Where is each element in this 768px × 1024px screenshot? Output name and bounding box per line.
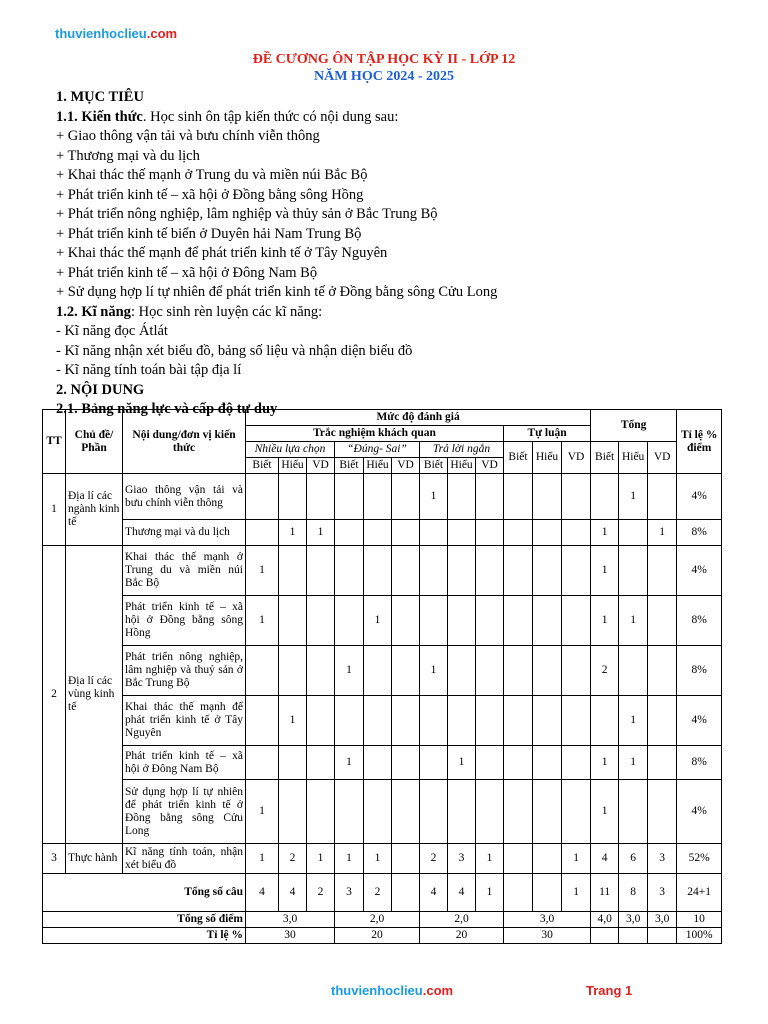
row-value — [504, 474, 533, 520]
header-level-sub: VD — [476, 458, 504, 474]
row-value — [246, 474, 279, 520]
row-ratio: 4% — [677, 696, 722, 746]
total-questions-ratio: 24+1 — [677, 874, 722, 912]
row-value — [476, 746, 504, 780]
row-value: 1 — [619, 696, 648, 746]
ratio-row-value: 20 — [420, 928, 504, 944]
row-value — [619, 780, 648, 844]
row-value — [476, 646, 504, 696]
row-value: 2 — [591, 646, 619, 696]
total-questions-value: 4 — [420, 874, 448, 912]
row-value — [562, 646, 591, 696]
row-value — [420, 780, 448, 844]
row-value — [619, 546, 648, 596]
row-ratio: 8% — [677, 646, 722, 696]
skill-item: - Kĩ năng tính toán bài tập địa lí — [56, 362, 242, 378]
row-value — [476, 696, 504, 746]
row-topic: Địa lí các vùng kinh tế — [66, 546, 123, 844]
row-value — [533, 596, 562, 646]
header-level: Mức độ đánh giá — [246, 410, 591, 426]
row-tt: 3 — [43, 844, 66, 874]
row-value: 4 — [591, 844, 619, 874]
table-row — [43, 696, 722, 746]
skill-item: - Kĩ năng nhận xét biểu đồ, bảng số liệu và nhận diện biểu đồ — [56, 342, 413, 359]
total-questions-row — [43, 874, 722, 912]
knowledge-item: + Giao thông vận tải và bưu chính viễn thông — [56, 128, 320, 144]
row-ratio: 8% — [677, 746, 722, 780]
row-value — [476, 546, 504, 596]
row-value — [279, 546, 307, 596]
header-level-sub: Hiểu — [533, 442, 562, 474]
row-value — [392, 474, 420, 520]
row-value: 1 — [307, 520, 335, 546]
footer-site-tld: .com — [422, 983, 454, 998]
row-value — [562, 746, 591, 780]
row-value: 1 — [476, 844, 504, 874]
knowledge-item: + Khai thác thế mạnh ở Trung du và miền núi Bắc Bộ — [56, 167, 368, 183]
row-value — [392, 746, 420, 780]
row-value: 1 — [246, 596, 279, 646]
row-value: 6 — [619, 844, 648, 874]
total-points-value: 3,0 — [246, 912, 335, 928]
row-value — [591, 696, 619, 746]
row-value — [448, 646, 476, 696]
row-value: 1 — [562, 844, 591, 874]
row-value — [364, 520, 392, 546]
row-value — [648, 546, 677, 596]
header-level-sub: Biết — [591, 442, 619, 474]
table-row — [43, 844, 722, 874]
row-value — [619, 646, 648, 696]
row-value — [364, 474, 392, 520]
total-points-value: 2,0 — [420, 912, 504, 928]
row-value — [279, 780, 307, 844]
header-row — [43, 410, 722, 426]
total-questions-value: 4 — [279, 874, 307, 912]
site-logo-top[interactable] — [55, 26, 177, 41]
row-value — [448, 546, 476, 596]
row-value — [476, 596, 504, 646]
row-content: Khai thác thế mạnh để phát triển kinh tế ở Tây Nguyên — [123, 696, 246, 746]
table-row — [43, 520, 722, 546]
total-points-value: 2,0 — [335, 912, 420, 928]
row-value: 1 — [591, 520, 619, 546]
row-value — [448, 780, 476, 844]
section-21-heading: 2.1. Bảng năng lực và cấp độ tư duy — [56, 401, 278, 417]
ratio-row-value: 20 — [335, 928, 420, 944]
row-value — [533, 546, 562, 596]
knowledge-line — [56, 108, 736, 128]
table-row — [43, 646, 722, 696]
row-value — [562, 696, 591, 746]
total-questions-value — [533, 874, 562, 912]
row-value — [246, 746, 279, 780]
row-value — [420, 696, 448, 746]
row-value — [504, 746, 533, 780]
row-content: Giao thông vận tải và bưu chính viễn thông — [123, 474, 246, 520]
header-total: Tổng — [591, 410, 677, 442]
row-value: 3 — [648, 844, 677, 874]
row-value — [279, 474, 307, 520]
row-ratio: 8% — [677, 596, 722, 646]
row-ratio: 4% — [677, 780, 722, 844]
doc-body — [56, 88, 736, 420]
footer-site-name: thuvienhoclieu — [331, 983, 423, 998]
row-value: 1 — [420, 474, 448, 520]
row-value — [448, 520, 476, 546]
row-value: 1 — [246, 546, 279, 596]
row-value — [279, 746, 307, 780]
row-value — [448, 474, 476, 520]
row-content: Thương mại và du lịch — [123, 520, 246, 546]
header-level-sub: Biết — [335, 458, 364, 474]
row-value — [648, 746, 677, 780]
total-questions-value: 11 — [591, 874, 619, 912]
header-level-sub: VD — [648, 442, 677, 474]
header-topic: Chủ đề/ Phần — [66, 410, 123, 474]
row-value — [420, 546, 448, 596]
row-value — [420, 520, 448, 546]
row-value — [648, 780, 677, 844]
row-content: Kĩ năng tính toán, nhận xét biểu đồ — [123, 844, 246, 874]
assessment-matrix-table — [42, 409, 722, 944]
row-value — [364, 646, 392, 696]
ratio-row-value: 30 — [246, 928, 335, 944]
knowledge-intro: . Học sinh ôn tập kiến thức có nội dung sau: — [142, 108, 399, 125]
total-points-value: 3,0 — [648, 912, 677, 928]
row-value — [364, 546, 392, 596]
header-level-sub: Hiểu — [279, 458, 307, 474]
row-value — [335, 474, 364, 520]
row-content: Khai thác thế mạnh ở Trung du và miền núi Bắc Bộ — [123, 546, 246, 596]
total-questions-value: 4 — [448, 874, 476, 912]
header-level-sub: Hiểu — [619, 442, 648, 474]
table-row — [43, 746, 722, 780]
knowledge-item: + Phát triển kinh tế – xã hội ở Đồng bằng sông Hồng — [56, 186, 364, 203]
row-value — [420, 746, 448, 780]
row-value — [504, 520, 533, 546]
row-value — [279, 596, 307, 646]
total-points-value: 4,0 — [591, 912, 619, 928]
knowledge-item: + Phát triển kinh tế – xã hội ở Đông Nam Bộ — [56, 264, 318, 281]
row-value: 1 — [619, 746, 648, 780]
row-value: 1 — [420, 646, 448, 696]
total-questions-value: 2 — [307, 874, 335, 912]
row-value — [476, 520, 504, 546]
section-2-heading: 2. NỘI DUNG — [56, 381, 145, 398]
total-points-value: 3,0 — [619, 912, 648, 928]
knowledge-item: + Phát triển nông nghiệp, lâm nghiệp và thủy sản ở Bắc Trung Bộ — [56, 206, 438, 222]
row-value — [307, 746, 335, 780]
header-level-sub: Biết — [420, 458, 448, 474]
knowledge-item: + Khai thác thế mạnh để phát triển kinh tế ở Tây Nguyên — [56, 245, 388, 261]
row-value — [591, 474, 619, 520]
row-value — [364, 696, 392, 746]
knowledge-item: + Phát triển kinh tế biển ở Duyên hải Nam Trung Bộ — [56, 225, 362, 242]
total-questions-value — [504, 874, 533, 912]
row-value — [448, 596, 476, 646]
knowledge-list — [56, 127, 736, 303]
row-value: 1 — [335, 646, 364, 696]
row-value — [504, 844, 533, 874]
total-questions-value: 2 — [364, 874, 392, 912]
ratio-row-value: 100% — [677, 928, 722, 944]
knowledge-item: + Sử dụng hợp lí tự nhiên để phát triển kinh tế ở Đồng bằng sông Cửu Long — [56, 284, 498, 300]
row-value — [246, 520, 279, 546]
site-name: thuvienhoclieu — [55, 26, 147, 41]
skills-intro: : Học sinh rèn luyện các kĩ năng: — [130, 303, 323, 320]
row-value — [392, 596, 420, 646]
total-questions-value: 1 — [562, 874, 591, 912]
table-row — [43, 474, 722, 520]
row-value — [307, 696, 335, 746]
row-value — [279, 646, 307, 696]
row-value — [533, 780, 562, 844]
row-value: 2 — [279, 844, 307, 874]
total-questions-value: 4 — [246, 874, 279, 912]
row-value — [533, 520, 562, 546]
row-value — [476, 474, 504, 520]
ratio-row-label: Tỉ lệ % — [43, 928, 246, 944]
row-value — [307, 780, 335, 844]
row-value: 1 — [364, 844, 392, 874]
header-level-sub: VD — [562, 442, 591, 474]
row-value — [335, 520, 364, 546]
header-level-sub: VD — [392, 458, 420, 474]
total-points — [43, 912, 722, 928]
total-points-value: 10 — [677, 912, 722, 928]
row-value: 1 — [307, 844, 335, 874]
row-value — [562, 780, 591, 844]
total-questions-value: 3 — [648, 874, 677, 912]
row-value: 1 — [648, 520, 677, 546]
row-value — [504, 596, 533, 646]
ratio-row-value — [619, 928, 648, 944]
row-value: 1 — [619, 596, 648, 646]
row-value: 1 — [591, 546, 619, 596]
row-content: Sử dụng hợp lí tự nhiên để phát triển kinh tế ở Đồng bằng sông Cửu Long — [123, 780, 246, 844]
row-value — [246, 646, 279, 696]
row-value — [533, 696, 562, 746]
row-value — [504, 546, 533, 596]
row-value: 1 — [591, 596, 619, 646]
row-value — [392, 520, 420, 546]
row-value — [504, 696, 533, 746]
row-value — [392, 696, 420, 746]
row-value — [307, 474, 335, 520]
header-objective: Trắc nghiệm khách quan — [246, 426, 504, 442]
row-value — [533, 474, 562, 520]
section-1-heading: 1. MỤC TIÊU — [56, 89, 144, 105]
knowledge-label: 1.1. Kiến thức — [56, 108, 143, 125]
row-value: 1 — [619, 474, 648, 520]
total-questions-value: 8 — [619, 874, 648, 912]
row-value — [562, 546, 591, 596]
row-content: Phát triển kinh tế – xã hội ở Đồng bằng sông Hồng — [123, 596, 246, 646]
row-value — [648, 596, 677, 646]
row-value — [562, 520, 591, 546]
header-essay: Tự luận — [504, 426, 591, 442]
row-value — [619, 520, 648, 546]
table-row — [43, 546, 722, 596]
doc-title: ĐỀ CƯƠNG ÔN TẬP HỌC KỲ II - LỚP 12 — [252, 52, 516, 67]
row-value — [648, 646, 677, 696]
page-number: Trang 1 — [586, 983, 633, 998]
header-level-sub: Hiểu — [364, 458, 392, 474]
row-value — [335, 596, 364, 646]
row-value — [648, 474, 677, 520]
row-ratio: 4% — [677, 474, 722, 520]
row-value — [533, 646, 562, 696]
header-multi: Nhiều lựa chọn — [246, 442, 335, 458]
row-ratio: 4% — [677, 546, 722, 596]
row-content: Phát triển kinh tế – xã hội ở Đông Nam Bộ — [123, 746, 246, 780]
row-value — [648, 696, 677, 746]
row-value — [246, 696, 279, 746]
row-content: Phát triển nông nghiệp, lâm nghiệp và thuỷ sản ở Bắc Trung Bộ — [123, 646, 246, 696]
row-value: 1 — [591, 746, 619, 780]
header-level-sub: Biết — [504, 442, 533, 474]
row-value — [392, 646, 420, 696]
row-value: 1 — [279, 696, 307, 746]
row-value — [476, 780, 504, 844]
total-questions-value — [392, 874, 420, 912]
ratio-row — [43, 928, 722, 944]
row-value — [335, 696, 364, 746]
row-value: 1 — [448, 746, 476, 780]
row-value: 1 — [335, 746, 364, 780]
row-value — [504, 780, 533, 844]
ratio-row-value: 30 — [504, 928, 591, 944]
site-tld: .com — [146, 26, 178, 41]
row-value — [364, 746, 392, 780]
row-value: 2 — [420, 844, 448, 874]
row-value: 1 — [246, 780, 279, 844]
row-value — [562, 474, 591, 520]
ratio-row-value — [591, 928, 619, 944]
header-tt: TT — [43, 410, 66, 474]
header-content: Nội dung/đơn vị kiến thức — [123, 410, 246, 474]
table-row — [43, 780, 722, 844]
row-value: 1 — [591, 780, 619, 844]
row-value: 1 — [364, 596, 392, 646]
header-ratio: Tỉ lệ % điểm — [677, 410, 722, 474]
total-points-label: Tổng số điểm — [43, 912, 246, 928]
skills-line — [56, 303, 736, 323]
row-ratio: 8% — [677, 520, 722, 546]
row-value — [307, 596, 335, 646]
table-row — [43, 596, 722, 646]
header-short: Trả lời ngắn — [420, 442, 504, 458]
row-value — [335, 546, 364, 596]
row-value — [392, 546, 420, 596]
row-value — [420, 596, 448, 646]
total-points-value: 3,0 — [504, 912, 591, 928]
row-value — [448, 696, 476, 746]
row-value: 3 — [448, 844, 476, 874]
row-value — [533, 844, 562, 874]
header-level-sub: Biết — [246, 458, 279, 474]
row-value: 1 — [279, 520, 307, 546]
row-value — [307, 646, 335, 696]
row-tt: 1 — [43, 474, 66, 546]
skills-list — [56, 322, 736, 381]
row-value — [392, 844, 420, 874]
row-value — [307, 546, 335, 596]
row-tt: 2 — [43, 546, 66, 844]
total-questions-value: 1 — [476, 874, 504, 912]
row-value — [504, 646, 533, 696]
row-value: 1 — [246, 844, 279, 874]
row-value — [364, 780, 392, 844]
row-value — [335, 780, 364, 844]
row-value — [392, 780, 420, 844]
row-topic: Thực hành — [66, 844, 123, 874]
total-questions-label: Tổng số câu — [43, 874, 246, 912]
row-value — [533, 746, 562, 780]
row-value: 1 — [335, 844, 364, 874]
skill-item: - Kĩ năng đọc Átlát — [56, 323, 168, 339]
total-questions-value: 3 — [335, 874, 364, 912]
row-value — [562, 596, 591, 646]
row-topic: Địa lí các ngành kinh tế — [66, 474, 123, 546]
header-level-sub: VD — [307, 458, 335, 474]
ratio-row-value — [648, 928, 677, 944]
doc-subtitle: NĂM HỌC 2024 - 2025 — [314, 69, 454, 84]
skills-label: 1.2. Kĩ năng — [56, 303, 131, 320]
row-ratio: 52% — [677, 844, 722, 874]
header-truefalse: “Đúng- Sai” — [335, 442, 420, 458]
header-level-sub: Hiểu — [448, 458, 476, 474]
site-logo-footer[interactable] — [331, 983, 453, 998]
knowledge-item: + Thương mại và du lịch — [56, 147, 200, 164]
